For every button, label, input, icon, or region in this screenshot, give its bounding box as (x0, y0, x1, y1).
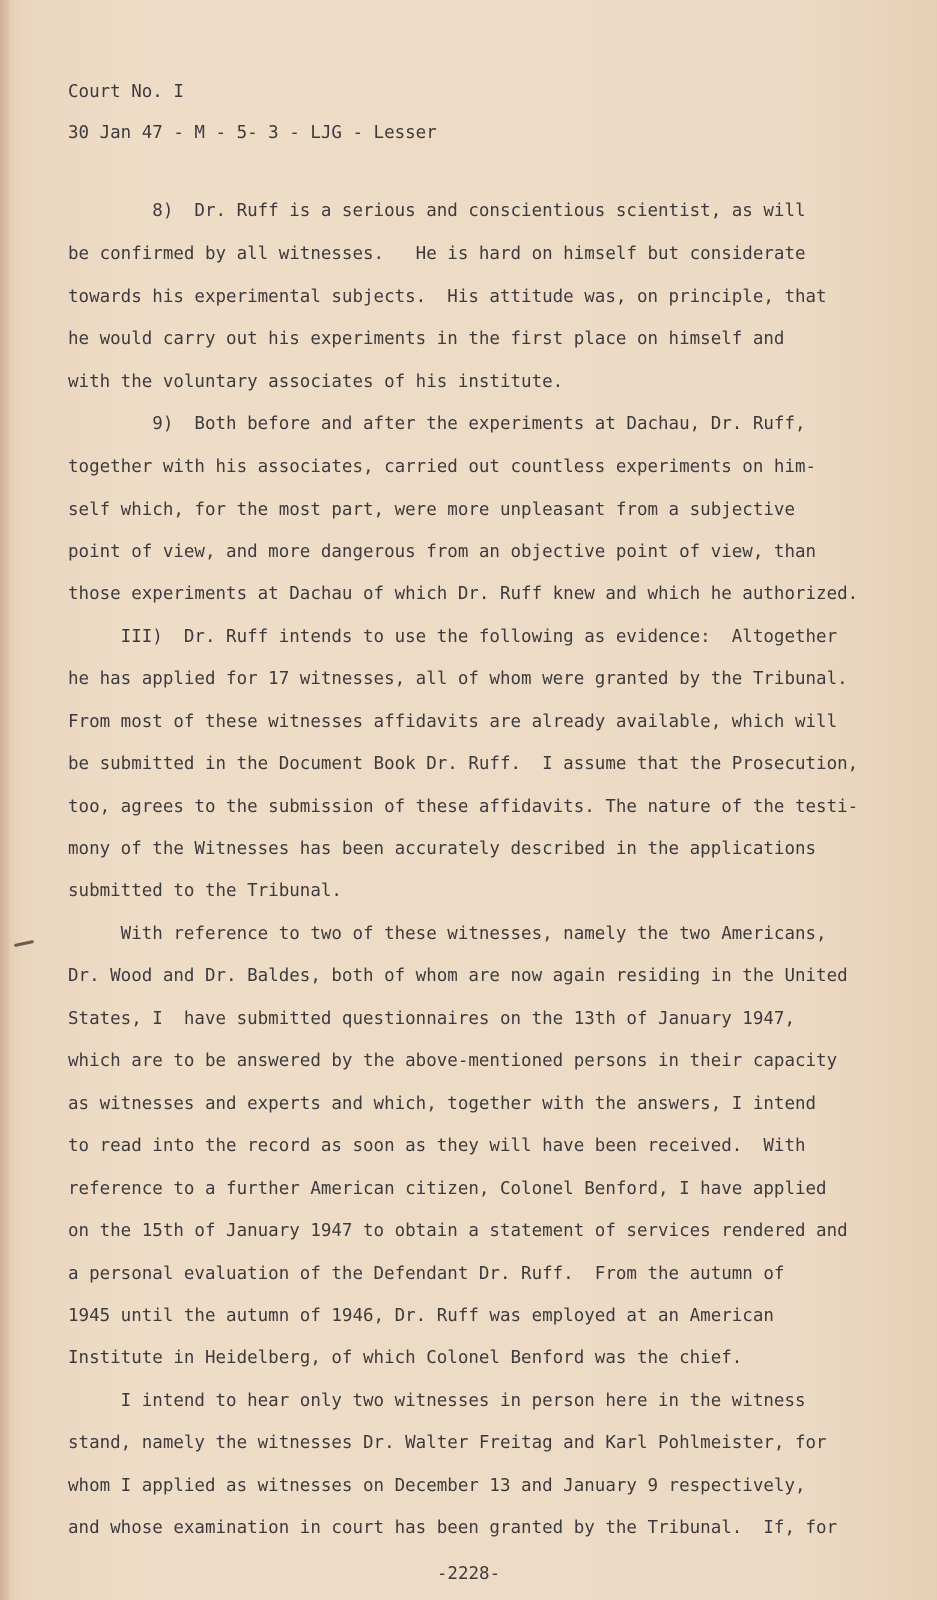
text-line: as witnesses and experts and which, together with the answers, I intend (68, 1094, 817, 1114)
text-line: With reference to two of these witnesses, namely the two Americans, (68, 924, 827, 944)
text-line: States, I have submitted questionnaires on the 13th of January 1947, (68, 1009, 795, 1029)
text-line: towards his experimental subjects. His attitude was, on principle, that (68, 287, 827, 307)
text-line: those experiments at Dachau of which Dr. Ruff knew and which he authorized. (68, 584, 859, 604)
text-line: too, agrees to the submission of these affidavits. The nature of the testi- (68, 797, 859, 817)
text-line: together with his associates, carried out countless experiments on him- (68, 457, 817, 477)
text-line: submitted to the Tribunal. (68, 881, 342, 901)
text-line: self which, for the most part, were more unpleasant from a subjective (68, 500, 795, 520)
text-line: reference to a further American citizen, Colonel Benford, I have applied (68, 1179, 827, 1199)
text-line: he would carry out his experiments in the first place on himself and (68, 329, 785, 349)
text-line: point of view, and more dangerous from an objective point of view, than (68, 542, 817, 562)
text-line: he has applied for 17 witnesses, all of whom were granted by the Tribunal. (68, 669, 848, 689)
text-line: Dr. Wood and Dr. Baldes, both of whom are now again residing in the United (68, 966, 848, 986)
text-line: be submitted in the Document Book Dr. Ruff. I assume that the Prosecution, (68, 754, 859, 774)
text-line: a personal evaluation of the Defendant Dr. Ruff. From the autumn of (68, 1264, 785, 1284)
text-line: 9) Both before and after the experiments at Dachau, Dr. Ruff, (68, 414, 806, 434)
margin-mark (14, 940, 34, 947)
text-line: be confirmed by all witnesses. He is hard on himself but considerate (68, 244, 806, 264)
text-line: III) Dr. Ruff intends to use the following as evidence: Altogether (68, 627, 838, 647)
text-line: to read into the record as soon as they will have been received. With (68, 1136, 806, 1156)
text-line: which are to be answered by the above-mentioned persons in their capacity (68, 1051, 838, 1071)
text-line: stand, namely the witnesses Dr. Walter Freitag and Karl Pohlmeister, for (68, 1433, 827, 1453)
page-number: -2228- (436, 1564, 501, 1584)
text-line: and whose examination in court has been granted by the Tribunal. If, for (68, 1518, 838, 1538)
text-line: whom I applied as witnesses on December 13 and January 9 respectively, (68, 1476, 806, 1496)
text-line: Institute in Heidelberg, of which Colonel Benford was the chief. (68, 1348, 743, 1368)
text-line: 1945 until the autumn of 1946, Dr. Ruff was employed at an American (68, 1306, 774, 1326)
text-line: on the 15th of January 1947 to obtain a statement of services rendered and (68, 1221, 848, 1241)
session-line: 30 Jan 47 - M - 5- 3 - LJG - Lesser (68, 123, 437, 143)
court-header: Court No. I (68, 82, 184, 102)
paper-edge (0, 0, 10, 1600)
text-line: I intend to hear only two witnesses in person here in the witness (68, 1391, 806, 1411)
text-line: mony of the Witnesses has been accurately described in the applications (68, 839, 817, 859)
text-line: with the voluntary associates of his institute. (68, 372, 564, 392)
text-line: From most of these witnesses affidavits are already available, which will (68, 712, 838, 732)
text-line: 8) Dr. Ruff is a serious and conscientious scientist, as will (68, 201, 806, 221)
